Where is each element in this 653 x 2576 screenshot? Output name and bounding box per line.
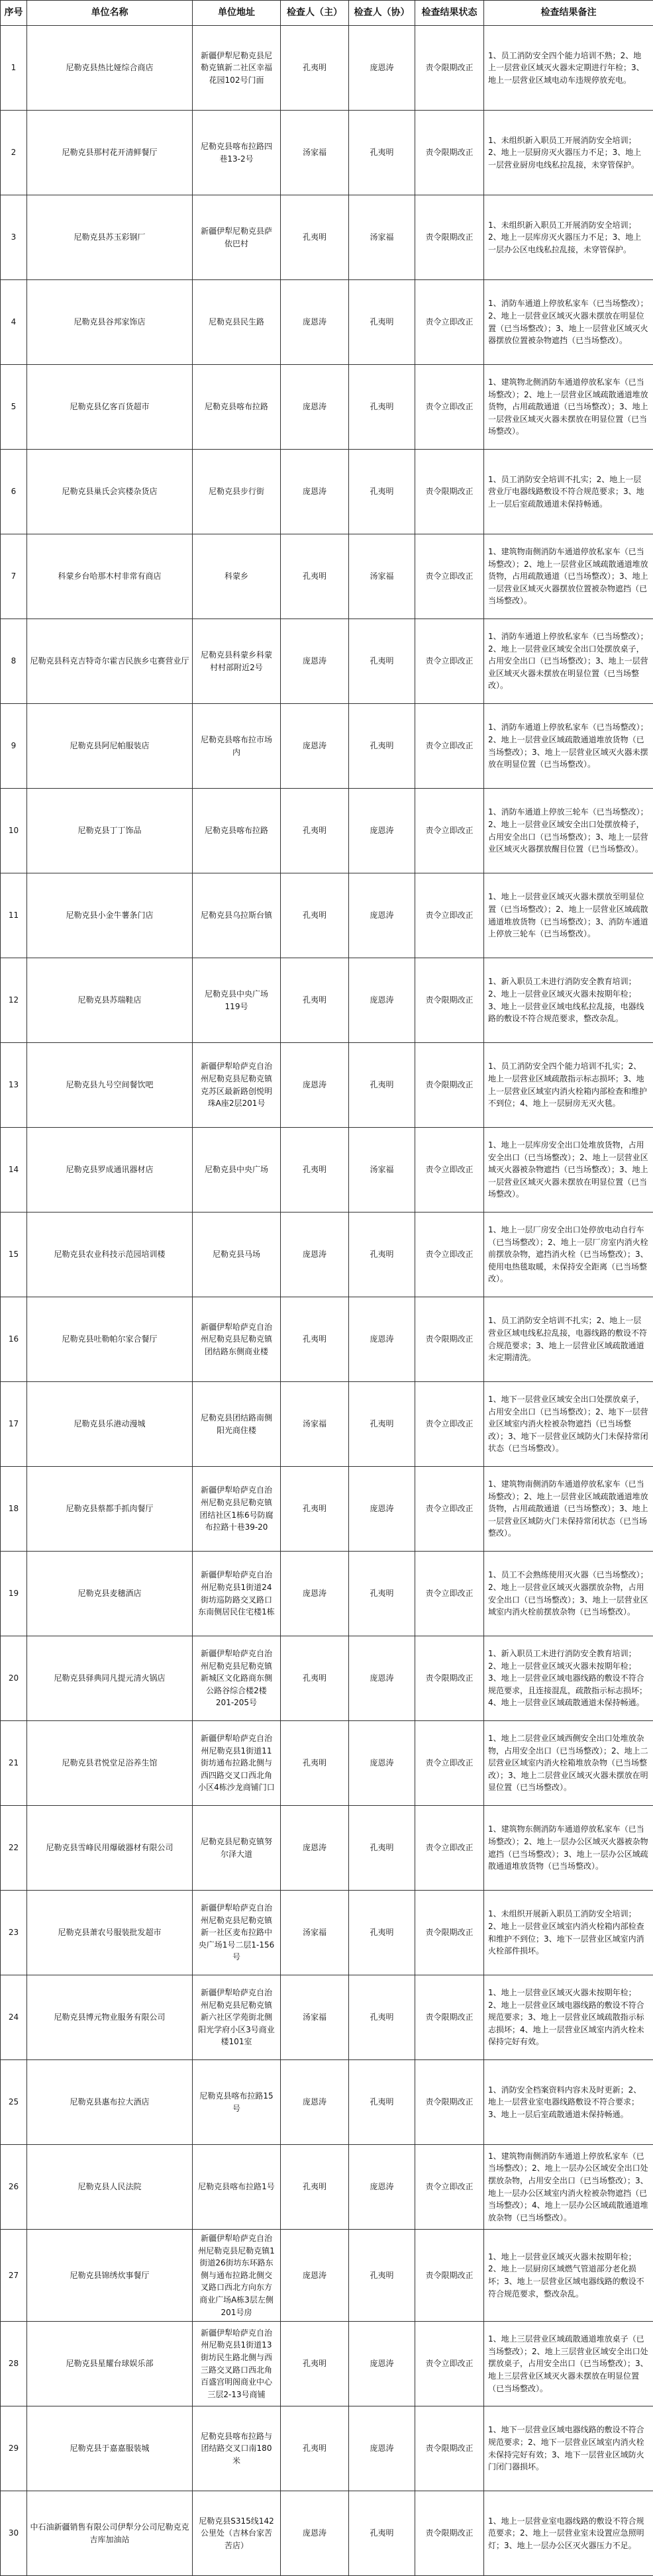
- cell-status: 责令立即改正: [415, 1382, 484, 1467]
- cell-inspector-assist: 孔夷明: [349, 2060, 415, 2145]
- cell-seq: 4: [1, 280, 27, 365]
- table-row: [1, 2322, 653, 2406]
- cell-unit-address: 尼勒克县喀布拉路15号: [193, 2060, 281, 2145]
- cell-unit-address: 新疆伊犁哈萨克自治州尼勒克县尼勒克镇团结路东侧商业楼: [193, 1297, 281, 1382]
- cell-unit-address: 新疆伊犁哈萨克自治州尼勒克县尼勒克镇1街道26街坊东环路东侧与通布拉路北侧交叉路口西北方向东方商业广场A栋3层左侧201号房: [193, 2230, 281, 2322]
- header-seq: 序号: [1, 1, 27, 26]
- cell-inspector-main: 庞恩涛: [281, 1043, 349, 1128]
- cell-note: 1、地下一层营业区域电器线路的敷设不符合规范要求；2、地下一层营业区域室内消火栓未保持完好有效；3、地下一层营业区域防火门闭门器损坏。: [484, 2406, 653, 2491]
- table-row: [1, 2230, 653, 2322]
- cell-seq: 27: [1, 2230, 27, 2322]
- header-status: 检查结果状态: [415, 1, 484, 26]
- cell-inspector-assist: 孔夷明: [349, 111, 415, 195]
- cell-note: 1、员工消防安全培训不扎实；2、地上一层营业区域电线私拉乱接，电器线路的敷设不符合规范要求；3、地上一层营业区域疏散通道未定期清洗。: [484, 1297, 653, 1382]
- cell-status: 责令立即改正: [415, 2322, 484, 2406]
- cell-inspector-main: 孔夷明: [281, 195, 349, 280]
- cell-seq: 25: [1, 2060, 27, 2145]
- cell-unit-address: 科蒙乡: [193, 534, 281, 619]
- cell-inspector-main: 庞恩涛: [281, 1806, 349, 1891]
- cell-seq: 15: [1, 1213, 27, 1297]
- cell-note: 1、员工不会熟练使用灭火器（已当场整改）；2、地上一层营业区域灭火器摆放杂物，占用安全出口（已当场整改）；3、地上一层营业区域室内消火栓前摆放杂物（已当场整改）。: [484, 1552, 653, 1636]
- cell-status: 责令立即改正: [415, 534, 484, 619]
- cell-status: 责令限期改正: [415, 26, 484, 111]
- cell-status: 责令立即改正: [415, 1213, 484, 1297]
- cell-status: 责令立即改正: [415, 619, 484, 704]
- cell-seq: 23: [1, 1891, 27, 1975]
- cell-note: 1、未组织新入职员工开展消防安全培训；2、地上一层库房灭火器压力不足；3、地上一层办公区电线私拉乱接，未穿管保护。: [484, 195, 653, 280]
- cell-status: 责令立即改正: [415, 280, 484, 365]
- cell-inspector-assist: 汤家福: [349, 1128, 415, 1213]
- cell-status: 责令立即改正: [415, 704, 484, 789]
- cell-unit-address: 尼勒克县中央广场119号: [193, 958, 281, 1043]
- cell-note: 1、建筑物北侧消防车通道停放私家车（已当场整改）；2、地上一层营业区域疏散通道堆放货物，占用疏散通道（已当场整改）；3、地上一层营业区域灭火器未摆放在明显位置（已当场整改）。: [484, 365, 653, 450]
- cell-unit-name: 中石油新疆销售有限公司伊犁分公司尼勒克克吉库加油站: [27, 2491, 193, 2576]
- cell-unit-name: 尼勒克县博元物业服务有限公司: [27, 1975, 193, 2060]
- cell-note: 1、消防安全档案资料内容未及时更新；2、地上一层营业室电器线路敷设不符合要求；3、地上一层后室疏散通道未保持畅通。: [484, 2060, 653, 2145]
- cell-status: 责令限期改正: [415, 2230, 484, 2322]
- table-row: [1, 1043, 653, 1128]
- table-row: [1, 619, 653, 704]
- cell-unit-name: 尼勒克县苏瑞鞋店: [27, 958, 193, 1043]
- header-name: 单位名称: [27, 1, 193, 26]
- table-row: [1, 873, 653, 958]
- cell-unit-address: 尼勒克县乌拉斯台镇: [193, 873, 281, 958]
- cell-unit-address: 尼勒克县科蒙乡科蒙村村部附近2号: [193, 619, 281, 704]
- cell-inspector-main: 孔夷明: [281, 958, 349, 1043]
- cell-unit-address: 尼勒克县喀布拉市场内: [193, 704, 281, 789]
- cell-inspector-assist: 汤家福: [349, 534, 415, 619]
- header-addr: 单位地址: [193, 1, 281, 26]
- cell-inspector-main: 汤家福: [281, 1891, 349, 1975]
- cell-inspector-main: 庞恩涛: [281, 2491, 349, 2576]
- cell-inspector-assist: 孔夷明: [349, 1043, 415, 1128]
- cell-unit-name: 尼勒克县乐港动漫城: [27, 1382, 193, 1467]
- cell-status: 责令限期改正: [415, 1975, 484, 2060]
- cell-unit-address: 尼勒克县步行街: [193, 450, 281, 534]
- cell-note: 1、未组织开展新入职员工消防安全培训；2、地上一层营业区域室内消火栓箱内部检查和维护不到位；3、地下一层营业区域室内消火栓部件损坏。: [484, 1891, 653, 1975]
- cell-inspector-assist: 孔夷明: [349, 1213, 415, 1297]
- table-row: [1, 1806, 653, 1891]
- cell-unit-address: 新疆伊犁哈萨克自治州尼勒克县尼勒克镇新一社区麦布拉路中央广场1号二层1-156号: [193, 1891, 281, 1975]
- cell-inspector-main: 孔夷明: [281, 2406, 349, 2491]
- table-row: [1, 789, 653, 873]
- cell-inspector-assist: 孔夷明: [349, 1891, 415, 1975]
- cell-status: 责令立即改正: [415, 873, 484, 958]
- cell-seq: 20: [1, 1636, 27, 1721]
- cell-inspector-assist: 汤家福: [349, 195, 415, 280]
- cell-note: 1、消防车通道上停放三轮车（已当场整改）；2、地上一层营业区域安全出口处摆放椅子，占用安全出口（已当场整改）；3、地上一层营业区域灭火器摆放醒目位置（已当场整改）。: [484, 789, 653, 873]
- cell-note: 1、新入职员工未进行消防安全教育培训；2、地上一层营业区域灭火器未按期年检；3、地上一层营业区域电线私拉乱接，电器线路的敷设不符合规范要求，整改杂乱。: [484, 958, 653, 1043]
- cell-inspector-main: 汤家福: [281, 1382, 349, 1467]
- cell-inspector-main: 孔夷明: [281, 2322, 349, 2406]
- cell-note: 1、消防车通道上停放私家车（已当场整改）；2、地上一层营业区域疏散通道堆放货物（已当场整改）；3、地上一层营业区域灭火器未摆放在明显位置（已当场整改）。: [484, 704, 653, 789]
- cell-seq: 12: [1, 958, 27, 1043]
- cell-inspector-main: 汤家福: [281, 1975, 349, 2060]
- table-row: [1, 1636, 653, 1721]
- table-row: [1, 534, 653, 619]
- cell-unit-address: 新疆伊犁哈萨克自治州尼勒克县尼勒克镇团结社区1栋6号防腐布拉路十巷39-20: [193, 1467, 281, 1552]
- cell-status: 责令限期改正: [415, 958, 484, 1043]
- cell-unit-address: 尼勒克县尼勒克镇努尔泽大道: [193, 1806, 281, 1891]
- cell-inspector-assist: 庞恩涛: [349, 1636, 415, 1721]
- header-inspector-assist: 检查人（协）: [349, 1, 415, 26]
- cell-unit-address: 新疆伊犁哈萨克自治州尼勒克县1街道11街坊通布拉路北侧与西四路交叉口西北角小区4栋沙龙商铺门口: [193, 1721, 281, 1806]
- table-row: [1, 2406, 653, 2491]
- cell-seq: 14: [1, 1128, 27, 1213]
- cell-unit-name: 尼勒克县吐勒帕尔家合餐厅: [27, 1297, 193, 1382]
- cell-unit-address: 新疆伊犁哈萨克自治州尼勒克县尼勒克镇新城区文化路商东侧公路谷综合楼2楼201-205号: [193, 1636, 281, 1721]
- cell-inspector-assist: 庞恩涛: [349, 1297, 415, 1382]
- cell-note: 1、新入职员工未进行消防安全教育培训；2、地上一层营业区域灭火器未按期年检；3、地上一层营业区域电器线路的敷设不符合规范要求，且连接混乱，疏散指示标志损坏；4、地上一层营业区域疏散通道未保持畅通。: [484, 1636, 653, 1721]
- cell-unit-name: 尼勒克县锦绣炊事餐厅: [27, 2230, 193, 2322]
- table-row: [1, 704, 653, 789]
- cell-note: 1、未组织新入职员工开展消防安全培训；2、地上一层厨房灭火器压力不足；3、地上一层营业厨房电线私拉乱接，未穿管保护。: [484, 111, 653, 195]
- cell-status: 责令限期改正: [415, 1297, 484, 1382]
- cell-inspector-main: 孔夷明: [281, 789, 349, 873]
- cell-inspector-assist: 庞恩涛: [349, 2145, 415, 2230]
- cell-unit-address: 新疆伊犁哈萨克自治州尼勒克县尼勒克镇克苏区最新路创悦明珠A座2层201号: [193, 1043, 281, 1128]
- cell-inspector-assist: 庞恩涛: [349, 789, 415, 873]
- cell-seq: 6: [1, 450, 27, 534]
- cell-seq: 18: [1, 1467, 27, 1552]
- cell-note: 1、地上一层营业区域灭火器未按期年检；2、地上一层厨房区域燃气管道部分老化损坏；3、地上一层营业区域电器线路的敷设不符合规范要求，整改杂乱。: [484, 2230, 653, 2322]
- cell-unit-name: 尼勒克县小金牛薯条门店: [27, 873, 193, 958]
- cell-unit-name: 尼勒克县君悦堂足浴养生馆: [27, 1721, 193, 1806]
- cell-unit-name: 尼勒克县麦穗酒店: [27, 1552, 193, 1636]
- cell-status: 责令限期改正: [415, 2406, 484, 2491]
- cell-status: 责令立即改正: [415, 1806, 484, 1891]
- cell-seq: 8: [1, 619, 27, 704]
- cell-inspector-assist: 孔夷明: [349, 1806, 415, 1891]
- table-row: [1, 1128, 653, 1213]
- cell-unit-address: 尼勒克县中央广场: [193, 1128, 281, 1213]
- cell-note: 1、员工消防安全四个能力培训不熟；2、地上一层营业区域灭火器未定期进行年检；3、地上一层营业区域电动车违规停放充电。: [484, 26, 653, 111]
- cell-unit-name: 尼勒克县科克吉特奇尔霍吉民族乡屯赛营业厅: [27, 619, 193, 704]
- cell-status: 责令限期改正: [415, 1043, 484, 1128]
- table-row: [1, 2145, 653, 2230]
- table-row: [1, 958, 653, 1043]
- header-note: 检查结果备注: [484, 1, 653, 26]
- cell-note: 1、地上三层营业区域疏散通道堆放桌子（已当场整改）；2、地上三层营业区域安全出口处摆放桌子，占用安全出口（已当场整改）；3、地上三层营业区域灭火器未摆放在明显位置（已当场整改）。: [484, 2322, 653, 2406]
- cell-inspector-main: 庞恩涛: [281, 2230, 349, 2322]
- cell-inspector-main: 庞恩涛: [281, 1552, 349, 1636]
- cell-unit-name: 尼勒克县巢氏会宾楼杂货店: [27, 450, 193, 534]
- table-row: [1, 1721, 653, 1806]
- cell-status: 责令限期改正: [415, 2060, 484, 2145]
- cell-note: 1、地上一层库房安全出口处堆放货物，占用安全出口（已当场整改）；2、地上一层营业区域灭火器被杂物遮挡（已当场整改）；3、地上一层营业区域灭火器未摆放在明显位置（已当场整改）。: [484, 1128, 653, 1213]
- cell-seq: 26: [1, 2145, 27, 2230]
- cell-seq: 9: [1, 704, 27, 789]
- cell-inspector-assist: 庞恩涛: [349, 2322, 415, 2406]
- cell-note: 1、建筑物南侧消防车通道停放私家车（已当场整改）；2、地上一层营业区域疏散通道堆放货物，占用疏散通道（已当场整改）；3、地上一层营业区域灭火器摆放位置被杂物遮挡（已当场整改）。: [484, 534, 653, 619]
- cell-seq: 7: [1, 534, 27, 619]
- cell-inspector-main: 孔夷明: [281, 1297, 349, 1382]
- cell-unit-address: 新疆伊犁哈萨克自治州尼勒克县1街道13街坊民生路北侧与西三路交叉路口西北角百盛宫明阁商业中心三层2-13号商铺: [193, 2322, 281, 2406]
- table-row: [1, 280, 653, 365]
- cell-inspector-main: 孔夷明: [281, 2145, 349, 2230]
- cell-inspector-assist: 庞恩涛: [349, 873, 415, 958]
- cell-seq: 19: [1, 1552, 27, 1636]
- cell-inspector-assist: 孔夷明: [349, 2230, 415, 2322]
- cell-status: 责令立即改正: [415, 789, 484, 873]
- table-row: [1, 2491, 653, 2576]
- cell-note: 1、地上一层营业区域灭火器未摆放至明显位置（已当场整改）；2、地上一层营业区域疏散通道堆放货物（已当场整改）；3、消防车通道上停放三轮车（已当场整改）。: [484, 873, 653, 958]
- cell-unit-name: 尼勒克县于嘉嘉服装城: [27, 2406, 193, 2491]
- cell-unit-name: 尼勒克县亿客百货超市: [27, 365, 193, 450]
- cell-note: 1、员工消防安全四个能力培训不扎实；2、地上一层营业区域疏散指示标志损坏；3、地上一层营业区域室内消火栓箱内部检查和维护不到位；4、地上一层厨房无灭火毯。: [484, 1043, 653, 1128]
- cell-note: 1、建筑物东侧消防车通道停放私家车（已当场整改）；2、地上一层办公区域灭火器被杂物遮挡（已当场整改）；3、地上一层办公区域疏散通道堆放货物（已当场整改）。: [484, 1806, 653, 1891]
- cell-seq: 21: [1, 1721, 27, 1806]
- cell-inspector-main: 庞恩涛: [281, 1213, 349, 1297]
- cell-unit-address: 尼勒克县团结路南侧阳光商住楼: [193, 1382, 281, 1467]
- cell-status: 责令立即改正: [415, 2145, 484, 2230]
- cell-unit-name: 尼勒克县蔡都手抓肉餐厅: [27, 1467, 193, 1552]
- cell-status: 责令限期改正: [415, 2491, 484, 2576]
- cell-seq: 28: [1, 2322, 27, 2406]
- cell-note: 1、地上一层厂房安全出口处停放电动自行车（已当场整改）；2、地上一层厂房室内消火栓前摆放杂物，遮挡消火栓（已当场整改）；3、使用电热毯取暖，未保持安全距离（已当场整改）。: [484, 1213, 653, 1297]
- cell-status: 责令立即改正: [415, 1552, 484, 1636]
- cell-status: 责令立即改正: [415, 1467, 484, 1552]
- cell-inspector-assist: 庞恩涛: [349, 26, 415, 111]
- cell-unit-address: 尼勒克县民生路: [193, 280, 281, 365]
- cell-unit-name: 尼勒克县丁丁饰品: [27, 789, 193, 873]
- cell-unit-address: 尼勒克县喀布拉路: [193, 365, 281, 450]
- cell-inspector-main: 庞恩涛: [281, 280, 349, 365]
- cell-seq: 10: [1, 789, 27, 873]
- cell-inspector-assist: 孔夷明: [349, 1552, 415, 1636]
- cell-inspector-assist: 孔夷明: [349, 1975, 415, 2060]
- cell-status: 责令限期改正: [415, 1891, 484, 1975]
- cell-inspector-assist: 孔夷明: [349, 280, 415, 365]
- cell-note: 1、地上二层营业区域西侧安全出口处堆放杂物，占用安全出口（已当场整改）；2、地上二层营业区域室内消火栓箱堆放杂物（已当场整改）；3、地上二层营业区域灭火器未摆放在明显位置（已当场整改）。: [484, 1721, 653, 1806]
- cell-inspector-assist: 庞恩涛: [349, 1467, 415, 1552]
- header-row: [1, 1, 653, 26]
- table-row: [1, 26, 653, 111]
- cell-note: 1、消防车通道上停放私家车（已当场整改）；2、地上一层营业区域灭火器未摆放在明显位置（已当场整改）；3、地上一层营业区域灭火器摆放位置被杂物遮挡（已当场整改）。: [484, 280, 653, 365]
- cell-status: 责令立即改正: [415, 1128, 484, 1213]
- table-row: [1, 1975, 653, 2060]
- table-row: [1, 450, 653, 534]
- table-row: [1, 365, 653, 450]
- cell-inspector-main: 孔夷明: [281, 1128, 349, 1213]
- cell-status: 责令立即改正: [415, 1721, 484, 1806]
- cell-note: 1、消防车通道上停放私家车（已当场整改）；2、地上一层营业区域安全出口处摆放桌子，占用安全出口（已当场整改）；3、地上一层营业区域灭火器未摆放在明显位置（已当场整改）。: [484, 619, 653, 704]
- cell-unit-address: 尼勒克县喀布拉路四巷13-2号: [193, 111, 281, 195]
- cell-seq: 16: [1, 1297, 27, 1382]
- cell-inspector-main: 庞恩涛: [281, 365, 349, 450]
- cell-seq: 17: [1, 1382, 27, 1467]
- cell-inspector-main: 庞恩涛: [281, 2060, 349, 2145]
- cell-note: 1、地上一层营业室电器线路的敷设不符合规范要求；2、地上一层营业室未设置应急照明灯；3、地上一层办公区灭火器压力不足。: [484, 2491, 653, 2576]
- cell-unit-name: 尼勒克县谷邦家饰店: [27, 280, 193, 365]
- table-row: [1, 1213, 653, 1297]
- cell-unit-name: 尼勒克县苏玉彩钢厂: [27, 195, 193, 280]
- cell-status: 责令限期改正: [415, 1636, 484, 1721]
- cell-inspector-assist: 孔夷明: [349, 2491, 415, 2576]
- cell-unit-name: 尼勒克县人民法院: [27, 2145, 193, 2230]
- cell-unit-address: 尼勒克县喀布拉路: [193, 789, 281, 873]
- cell-inspector-main: 孔夷明: [281, 873, 349, 958]
- cell-inspector-main: 孔夷明: [281, 1467, 349, 1552]
- cell-seq: 5: [1, 365, 27, 450]
- cell-inspector-main: 庞恩涛: [281, 619, 349, 704]
- cell-inspector-main: 孔夷明: [281, 1721, 349, 1806]
- cell-status: 责令限期改正: [415, 195, 484, 280]
- cell-inspector-assist: 孔夷明: [349, 1382, 415, 1467]
- cell-status: 责令限期改正: [415, 111, 484, 195]
- header-inspector-main: 检查人（主）: [281, 1, 349, 26]
- cell-inspector-assist: 孔夷明: [349, 450, 415, 534]
- cell-unit-address: 尼勒克县喀布拉路1号: [193, 2145, 281, 2230]
- cell-inspector-assist: 孔夷明: [349, 365, 415, 450]
- cell-unit-name: 尼勒克县萧农号服装批发超市: [27, 1891, 193, 1975]
- cell-unit-name: 尼勒克县热比娅综合商店: [27, 26, 193, 111]
- cell-note: 1、建筑物南侧消防车通道停放私家车（已当场整改）；2、地上一层营业区域疏散通道堆放货物，占用疏散通道（已当场整改）；3、地上一层营业区域防火门未保持常闭状态（已当场整改）。: [484, 1467, 653, 1552]
- cell-unit-name: 尼勒克县阿尼帕服装店: [27, 704, 193, 789]
- cell-seq: 30: [1, 2491, 27, 2576]
- cell-seq: 11: [1, 873, 27, 958]
- cell-inspector-main: 孔夷明: [281, 1636, 349, 1721]
- cell-unit-address: 新疆伊犁哈萨克自治州尼勒克县1街道24街坊巡防路交叉路口东南侧居民住宅楼1栋: [193, 1552, 281, 1636]
- cell-seq: 29: [1, 2406, 27, 2491]
- cell-note: 1、地下一层营业区域安全出口处摆放桌子，占用安全出口（已当场整改）；2、地下一层营业区域室内消火栓被杂物遮挡（已当场整改）；3、地下一层营业区域防火门未保持常闭状态（已当场整改）。: [484, 1382, 653, 1467]
- cell-unit-name: 尼勒克县九号空间餐饮吧: [27, 1043, 193, 1128]
- table-row: [1, 1467, 653, 1552]
- cell-unit-address: 新疆伊犁尼勒克县萨依巴村: [193, 195, 281, 280]
- cell-inspector-main: 庞恩涛: [281, 704, 349, 789]
- table-row: [1, 1382, 653, 1467]
- table-row: [1, 1552, 653, 1636]
- cell-seq: 2: [1, 111, 27, 195]
- cell-inspector-assist: 孔夷明: [349, 704, 415, 789]
- cell-note: 1、地上一层营业区域灭火器未按期年检；2、地上一层营业区域电器线路的敷设不符合规范要求；3、地上一层营业区域疏散指示标志损坏；4、地上一层营业区域室内消火栓未保持完好有效。: [484, 1975, 653, 2060]
- cell-seq: 24: [1, 1975, 27, 2060]
- cell-seq: 1: [1, 26, 27, 111]
- cell-seq: 22: [1, 1806, 27, 1891]
- table-row: [1, 1297, 653, 1382]
- cell-unit-address: 尼勒克县喀布拉路与团结路交叉口南180米: [193, 2406, 281, 2491]
- cell-note: 1、建筑物南侧消防车通道上停放私家车（已当场整改）；2、地上一层办公区域安全出口处摆放杂物，占用安全出口（已当场整改）；3、地上一层办公区域室内消火栓被杂物遮挡（已当场整改）；4、地上一层办公区域疏散通道堆放杂物（已当场整改）。: [484, 2145, 653, 2230]
- table-row: [1, 2060, 653, 2145]
- cell-unit-address: 尼勒克县马场: [193, 1213, 281, 1297]
- cell-unit-address: 新疆伊犁尼勒克县尼勒克镇新二社区幸福花园102号门面: [193, 26, 281, 111]
- cell-unit-name: 科蒙乡台哈那木村非常有商店: [27, 534, 193, 619]
- cell-inspector-assist: 孔夷明: [349, 619, 415, 704]
- cell-unit-name: 尼勒克县那村花开清鲜餐厅: [27, 111, 193, 195]
- cell-inspector-assist: 庞恩涛: [349, 958, 415, 1043]
- cell-seq: 13: [1, 1043, 27, 1128]
- cell-inspector-main: 庞恩涛: [281, 450, 349, 534]
- table-row: [1, 111, 653, 195]
- table-body: [1, 26, 653, 2576]
- cell-status: 责令立即改正: [415, 365, 484, 450]
- cell-unit-name: 尼勒克县星耀台球娱乐部: [27, 2322, 193, 2406]
- cell-unit-name: 尼勒克县雪峰民用爆破器材有限公司: [27, 1806, 193, 1891]
- cell-unit-address: 新疆伊犁哈萨克自治州尼勒克县尼勒克镇新六社区学苑街北侧阳光学府小区3号商业楼101室: [193, 1975, 281, 2060]
- cell-inspector-assist: 庞恩涛: [349, 1721, 415, 1806]
- cell-unit-name: 尼勒克县驿典同凡提元清火锅店: [27, 1636, 193, 1721]
- cell-note: 1、员工消防安全培训不扎实；2、地上一层营业厅电器线路敷设不符合规范要求；3、地上一层后室疏散通道未保持畅通。: [484, 450, 653, 534]
- cell-status: 责令限期改正: [415, 450, 484, 534]
- cell-unit-name: 尼勒克县农业科技示范园培训楼: [27, 1213, 193, 1297]
- cell-inspector-main: 汤家福: [281, 111, 349, 195]
- cell-inspector-main: 孔夷明: [281, 534, 349, 619]
- table-row: [1, 1891, 653, 1975]
- table-row: [1, 195, 653, 280]
- cell-seq: 3: [1, 195, 27, 280]
- cell-unit-name: 尼勒克县惠布拉大酒店: [27, 2060, 193, 2145]
- cell-unit-name: 尼勒克县罗成通讯器材店: [27, 1128, 193, 1213]
- cell-inspector-assist: 庞恩涛: [349, 2406, 415, 2491]
- cell-inspector-main: 孔夷明: [281, 26, 349, 111]
- cell-unit-address: 尼勒克县S315线142公里处（吉林台家苦苦店）: [193, 2491, 281, 2576]
